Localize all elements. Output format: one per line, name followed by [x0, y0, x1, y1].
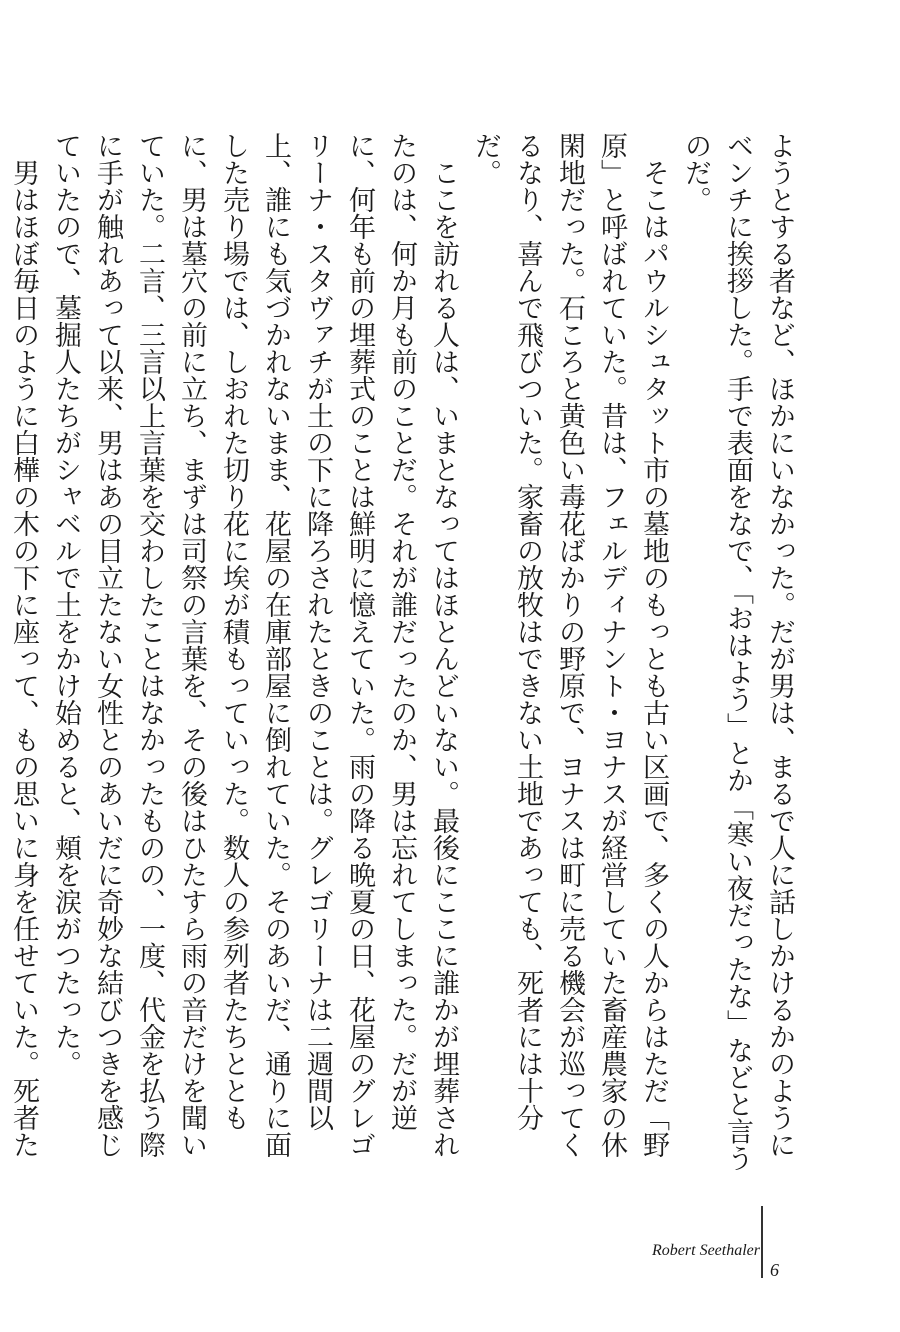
page-number: 6 — [770, 1260, 779, 1280]
author-name: Robert Seethaler — [652, 1242, 760, 1259]
paragraph-1: ようとする者など、ほかにいなかった。だが男は、まるで人に話しかけるかのようにベンチに挨拶した。手で表面をなで、「おはよう」とか「寒い夜だったな」などと言うのだ。 — [680, 132, 795, 1172]
paragraph-2: そこはパウルシュタット市の墓地のもっとも古い区画で、多くの人からはただ「野原」と呼ばれていた。昔は、フェルディナント・ヨナスが経営していた畜産農家の休閑地だった。石ころと黄色い毒花ばかりの野原で、ヨナスは町に売る機会が巡ってくるなり、喜んで飛びついた。家畜の放牧はできない土地であっても、死者には十分だ。 — [470, 132, 669, 1158]
footer-divider — [761, 1206, 763, 1278]
page-footer — [640, 1236, 820, 1286]
paragraph-3: ここを訪れる人は、いまとなってはほとんどいない。最後にここに誰かが埋葬されたのは、何か月も前のことだ。それが誰だったのか、男は忘れてしまった。だが逆に、何年も前の埋葬式のことは鮮明に憶えていた。雨の降る晩夏の日、花屋のグレゴリーナ・スタヴァチが土の下に降ろされたときのことは。グレゴリーナは二週間以上、誰にも気づかれないまま、花屋の在庫部屋に倒れていた。そのあいだ、通りに面した売り場では、しおれた切り花に埃が積もっていった。数人の参列者たちとともに、男は墓穴の前に立ち、まずは司祭の言葉を、その後はひたすら雨の音だけを聞いていた。二言、三言以上言葉を交わしたことはなかったものの、一度、代金を払う際に手が触れあって以来、男はあの目立たない女性とのあいだに奇妙な結びつきを感じていたので、墓掘人たちがシャベルで土をかけ始めると、頬を涙がつたった。 — [50, 132, 459, 1158]
body-text — [8, 132, 800, 1172]
paragraph-4: 男はほぼ毎日のように白樺の木の下に座って、もの思いに身を任せていた。死者た — [8, 159, 39, 1158]
